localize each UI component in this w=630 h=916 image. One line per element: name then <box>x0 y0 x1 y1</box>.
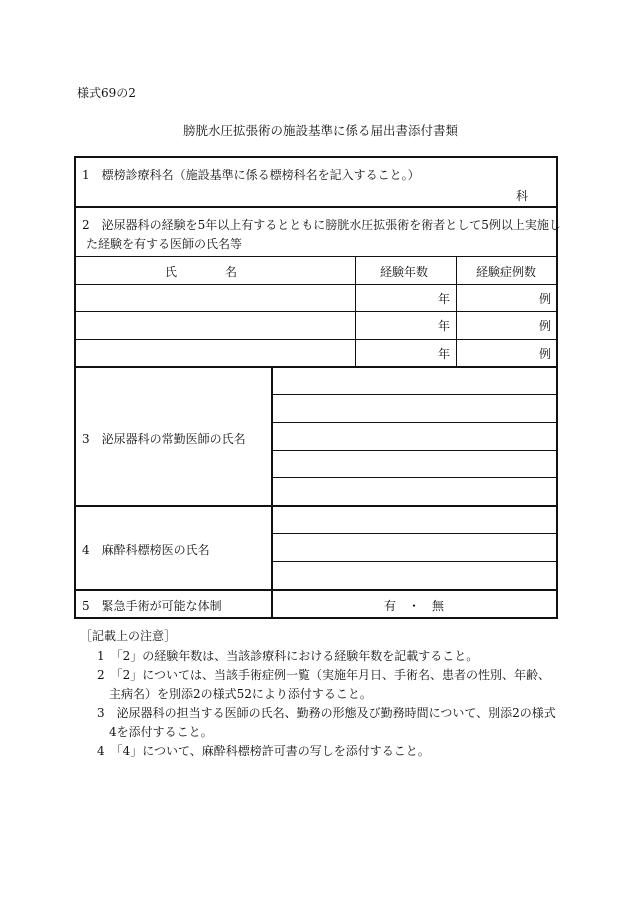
row2-years-unit: 年 <box>438 319 451 333</box>
note-line: 4 「4」について、麻酔科標榜許可書の写しを添付すること。 <box>97 744 430 758</box>
header-name: 氏 名 <box>165 265 238 279</box>
section4-label: 4 麻酔科標榜医の氏名 <box>82 543 210 557</box>
divider <box>272 422 557 423</box>
emergency-options[interactable]: 有 ・ 無 <box>384 599 445 613</box>
divider <box>271 367 273 618</box>
header-cases: 経験症例数 <box>476 265 537 279</box>
divider <box>75 206 557 208</box>
section2-label-line2: た経験を有する医師の氏名等 <box>86 237 243 251</box>
section2-label-line1: 2 泌尿器科の経験を5年以上有するとともに膀胱水圧拡張術を術者として5例以上実施し <box>82 218 561 232</box>
form-number: 様式69の2 <box>77 86 136 100</box>
divider <box>75 339 557 340</box>
row2-cases-unit: 例 <box>539 319 552 333</box>
row3-cases-unit: 例 <box>539 347 552 361</box>
note-line: 主病名）を別添2の様式52により添付すること。 <box>97 687 372 701</box>
note-line: 4を添付すること。 <box>97 725 213 739</box>
note-line: 3 泌尿器科の担当する医師の氏名、勤務の形態及び勤務時間について、別添2の様式 <box>97 706 556 720</box>
divider <box>75 256 557 257</box>
notes-heading: ［記載上の注意］ <box>80 629 177 643</box>
divider <box>272 394 557 395</box>
document-title: 膀胱水圧拡張術の施設基準に係る届出書添付書類 <box>183 123 459 138</box>
section1-label: 1 標榜診療科名（施設基準に係る標榜科名を記入すること。） <box>82 168 420 182</box>
divider <box>75 311 557 312</box>
section5-label: 5 緊急手術が可能な体制 <box>82 599 222 613</box>
divider <box>75 366 557 368</box>
section3-label: 3 泌尿器科の常勤医師の氏名 <box>82 432 246 446</box>
divider <box>272 477 557 478</box>
note-line: 1 「2」の経験年数は、当該診療科における経験年数を記載すること。 <box>97 649 479 663</box>
row1-years-unit: 年 <box>438 292 451 306</box>
divider <box>75 505 557 507</box>
divider <box>75 589 557 591</box>
header-years: 経験年数 <box>380 265 429 279</box>
section1-unit: 科 <box>516 189 529 203</box>
row1-cases-unit: 例 <box>539 292 552 306</box>
divider <box>272 533 557 534</box>
row3-years-unit: 年 <box>438 347 451 361</box>
divider <box>272 450 557 451</box>
divider <box>272 561 557 562</box>
note-line: 2 「2」については、当該手術症例一覧（実施年月日、手術名、患者の性別、年齢、 <box>97 668 551 682</box>
divider <box>75 284 557 285</box>
